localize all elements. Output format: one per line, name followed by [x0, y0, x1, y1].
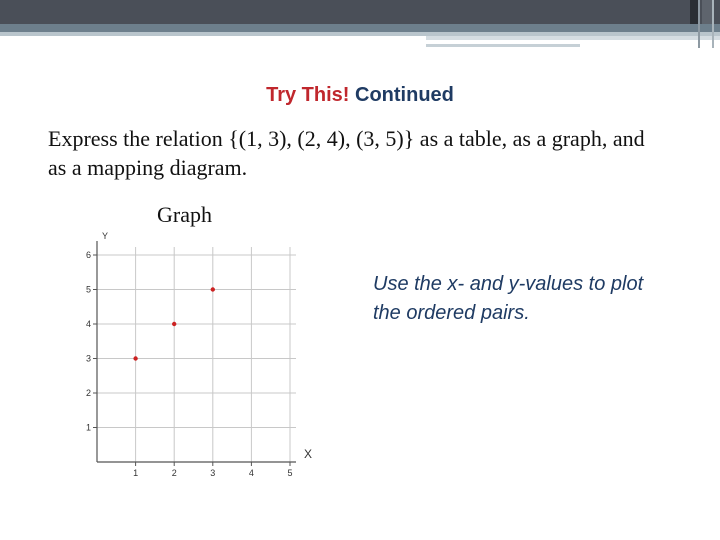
graph-label: Graph	[157, 202, 212, 227]
data-point	[211, 287, 215, 291]
y-tick-label: 3	[85, 353, 91, 364]
y-axis-label: Y	[101, 231, 109, 241]
x-tick-label: 3	[210, 468, 216, 478]
x-tick-label: 2	[171, 468, 177, 478]
x-tick-label: 1	[133, 468, 139, 478]
y-tick-label: 6	[85, 250, 91, 260]
slide-title-try-this: Try This!	[266, 84, 350, 106]
y-tick-label: 5	[85, 284, 91, 295]
x-tick-label: 5	[287, 468, 293, 478]
y-tick-label: 1	[85, 422, 91, 433]
y-tick-label: 4	[85, 319, 91, 329]
slide-title-continued: Continued	[355, 84, 454, 106]
x-axis-label: X	[303, 447, 313, 461]
instruction-text: Express the relation {(1, 3), (2, 4), (3, 5)} as a table, as a graph, and as a mapping diagram.	[48, 126, 645, 180]
data-point	[172, 322, 176, 326]
data-point	[133, 356, 137, 360]
hint-text: Use the x- and y-values to plot the ordered pairs.	[373, 273, 644, 324]
y-tick-label: 2	[85, 388, 91, 398]
x-tick-label: 4	[248, 468, 254, 478]
